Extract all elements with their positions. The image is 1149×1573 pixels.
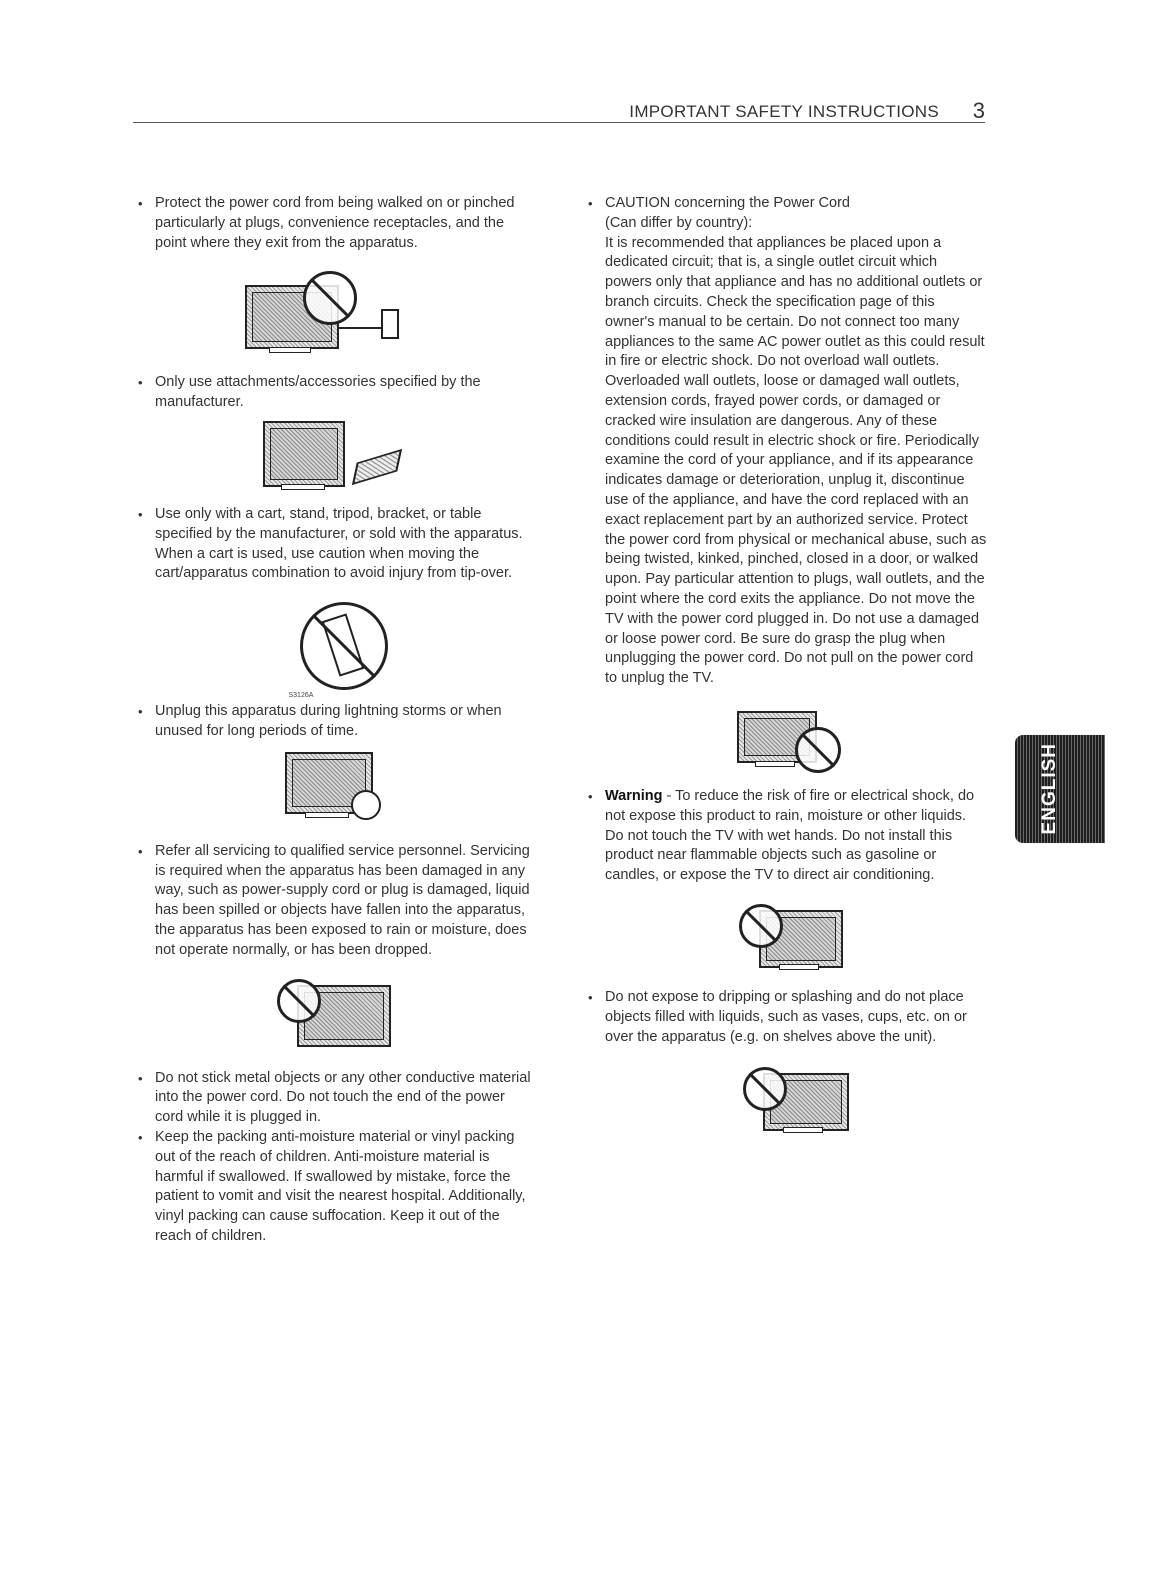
caution-body: It is recommended that appliances be placed upon a dedicated circuit; that is, a single outlet circuit which powers only that appliance and has no additional outlets or branch circuits. Check the specification page of this owner's manual to be certain. Do not connect too many appliances to the same AC power outlet as this could result in fire or electric shock. Do not overload wall outlets. Overloaded wall outlets, loose or damaged wall outlets, extension cords, frayed power cords, or damaged or cracked wire insulation are dangerous. Any of these conditions could result in electric shock or fire. Periodically examine the cord of your appliance, and if its appearance indicates damage or deterioration, unplug it, discontinue use of the appliance, and have the cord replaced with an exact replacement part by an authorized service. Protect the power cord from physical or mechanical abuse, such as being twisted, kinked, pinched, closed in a door, or walked upon. Pay particular attention to plugs, wall outlets, and the point where the cord exits the appliance. Do not move the TV with the power cord plugged in. Do not use a damaged or loose power cord. Be sure do grasp the plug when unplugging the power cord. Do not pull on the power cord to unplug the TV. [605,234,987,687]
item-text: Do not stick metal objects or any other conductive material into the power cord. Do not touch the end of the power cord while it is plugged in. [155,1069,531,1126]
item-text: Keep the packing anti-moisture material or vinyl packing out of the reach of children. Anti-moisture material is harmful if swallowed. If swallowed by mistake, force the patient to vomit and visit the nearest hospital. Additionally, vinyl packing can cause suffocation. Keep it out of the reach of children. [155,1128,526,1244]
language-tab [1015,735,1105,843]
header-title: IMPORTANT SAFETY INSTRUCTIONS [629,102,939,121]
item-text: Only use attachments/accessories specified by the manufacturer. [155,374,481,411]
list-item: • Protect the power cord from being walked on or pinched particularly at plugs, convenience receptacles, and the point where they exit from the apparatus. [137,194,532,253]
lightning-unplug-illustration [245,752,425,830]
no-water-icon [739,904,783,948]
accessories-illustration [245,421,425,499]
prohibited-icon [303,271,357,325]
list-item: • Do not stick metal objects or any other conductive material into the power cord. Do not touch the end of the power cord while it is plugged in. [137,1069,532,1128]
list-item: • Warning - To reduce the risk of fire or electrical shock, do not expose this product to rain, moisture or other liquids. Do not touch the TV with wet hands. Do not install this product near flammable objects such as gasoline or candles, or expose the TV to direct air conditioning. [588,787,975,884]
accessory-icon [351,449,401,485]
item-text: Refer all servicing to qualified service personnel. Servicing is required when the apparatus has been damaged in any way, such as power-supply cord or plug is damaged, liquid has been spilled or objects have fallen into the apparatus, the apparatus has been exposed to rain or moisture, does not operate normally, or has been dropped. [155,842,530,958]
language-tab-label: ENGLISH [1039,743,1060,835]
caution-title: CAUTION concerning the Power Cord [605,195,850,211]
wall-outlet-icon [381,309,399,339]
list-item: • Use only with a cart, stand, tripod, bracket, or table specified by the manufacturer, or sold with the apparatus. When a cart is used, use caution when moving the cart/apparatus combination to avoid injury from tip-over. [137,505,532,584]
cart-mark-label: S3126A [288,692,314,700]
tv-icon [263,421,345,487]
servicing-illustration [245,979,425,1053]
dripping-illustration [697,1067,877,1139]
list-item: • Unplug this apparatus during lightning storms or when unused for long periods of time. [137,702,532,742]
plug-icon [351,790,381,820]
item-text: Do not expose to dripping or splashing and do not place objects filled with liquids, such as vases, cups, etc. on or over the apparatus (e.g. on shelves above the unit). [605,988,967,1045]
list-item: • Only use attachments/accessories specified by the manufacturer. [137,373,532,413]
power-cord-damage-illustration [697,711,877,773]
left-column [137,194,532,1247]
item-text: Protect the power cord from being walked on or pinched particularly at plugs, convenience receptacles, and the point where they exit from the apparatus. [155,195,515,251]
warning-body: - To reduce the risk of fire or electrical shock, do not expose this product to rain, moisture or other liquids. Do not touch the TV with wet hands. Do not install this product near flammable objects such as gasoline or candles, or expose the TV to direct air conditioning. [605,787,975,884]
item-text: Unplug this apparatus during lightning storms or when unused for long periods of time. [155,703,502,739]
item-text: Use only with a cart, stand, tripod, bracket, or table specified by the manufacturer, or sold with the apparatus. When a cart is used, use caution when moving the cart/apparatus combination to avoid injury from tip-over. [155,505,523,582]
power-cord-illustration [245,267,425,367]
list-item: • Keep the packing anti-moisture material or vinyl packing out of the reach of children. Anti-moisture material is harmful if swallowed. If swallowed by mistake, force the patient to vomit and visit the nearest hospital. Additionally, vinyl packing can cause suffocation. Keep it out of the reach of children. [137,1128,532,1247]
cart-tip-over-illustration [245,602,425,700]
warning-label: Warning [605,787,663,804]
page-header [133,100,985,123]
caution-subtitle: (Can differ by country): [605,214,753,231]
list-item: • CAUTION concerning the Power Cord (Can differ by country): It is recommended that appliances be placed upon a dedicated circuit; that is, a single outlet circuit which powers only that appliance and has no additional outlets or branch circuits. Check the specification page of this owner's manual to be certain. Do not connect too many appliances to the same AC power outlet as this could result in fire or electric shock. Do not overload wall outlets. Overloaded wall outlets, loose or damaged wall outlets, extension cords, frayed power cords, or damaged or cracked wire insulation are dangerous. Any of these conditions could result in electric shock or fire. Periodically examine the cord of your appliance, and if its appearance indicates damage or deterioration, unplug it, discontinue use of the appliance, and have the cord replaced with an exact replacement part by an authorized service. Protect the power cord from physical or mechanical abuse, such as being twisted, kinked, pinched, closed in a door, or walked upon. Pay particular attention to plugs, wall outlets, and the point where the cord exits the appliance. Do not move the TV with the power cord plugged in. Do not use a damaged or loose power cord. Be sure do grasp the plug when unplugging the power cord. Do not pull on the power cord to unplug the TV. [587,194,987,689]
page-number: 3 [972,98,985,123]
prohibited-icon [795,727,841,773]
right-column [587,194,987,1139]
moisture-illustration [697,904,877,974]
no-vase-icon [743,1067,787,1111]
list-item: • Do not expose to dripping or splashing and do not place objects filled with liquids, such as vases, cups, etc. on or over the apparatus (e.g. on shelves above the unit). [587,988,987,1047]
list-item: • Refer all servicing to qualified service personnel. Servicing is required when the apparatus has been damaged in any way, such as power-supply cord or plug is damaged, liquid has been spilled or objects have fallen into the apparatus, the apparatus has been exposed to rain or moisture, does not operate normally, or has been dropped. [137,842,532,961]
no-tools-icon [277,979,321,1023]
